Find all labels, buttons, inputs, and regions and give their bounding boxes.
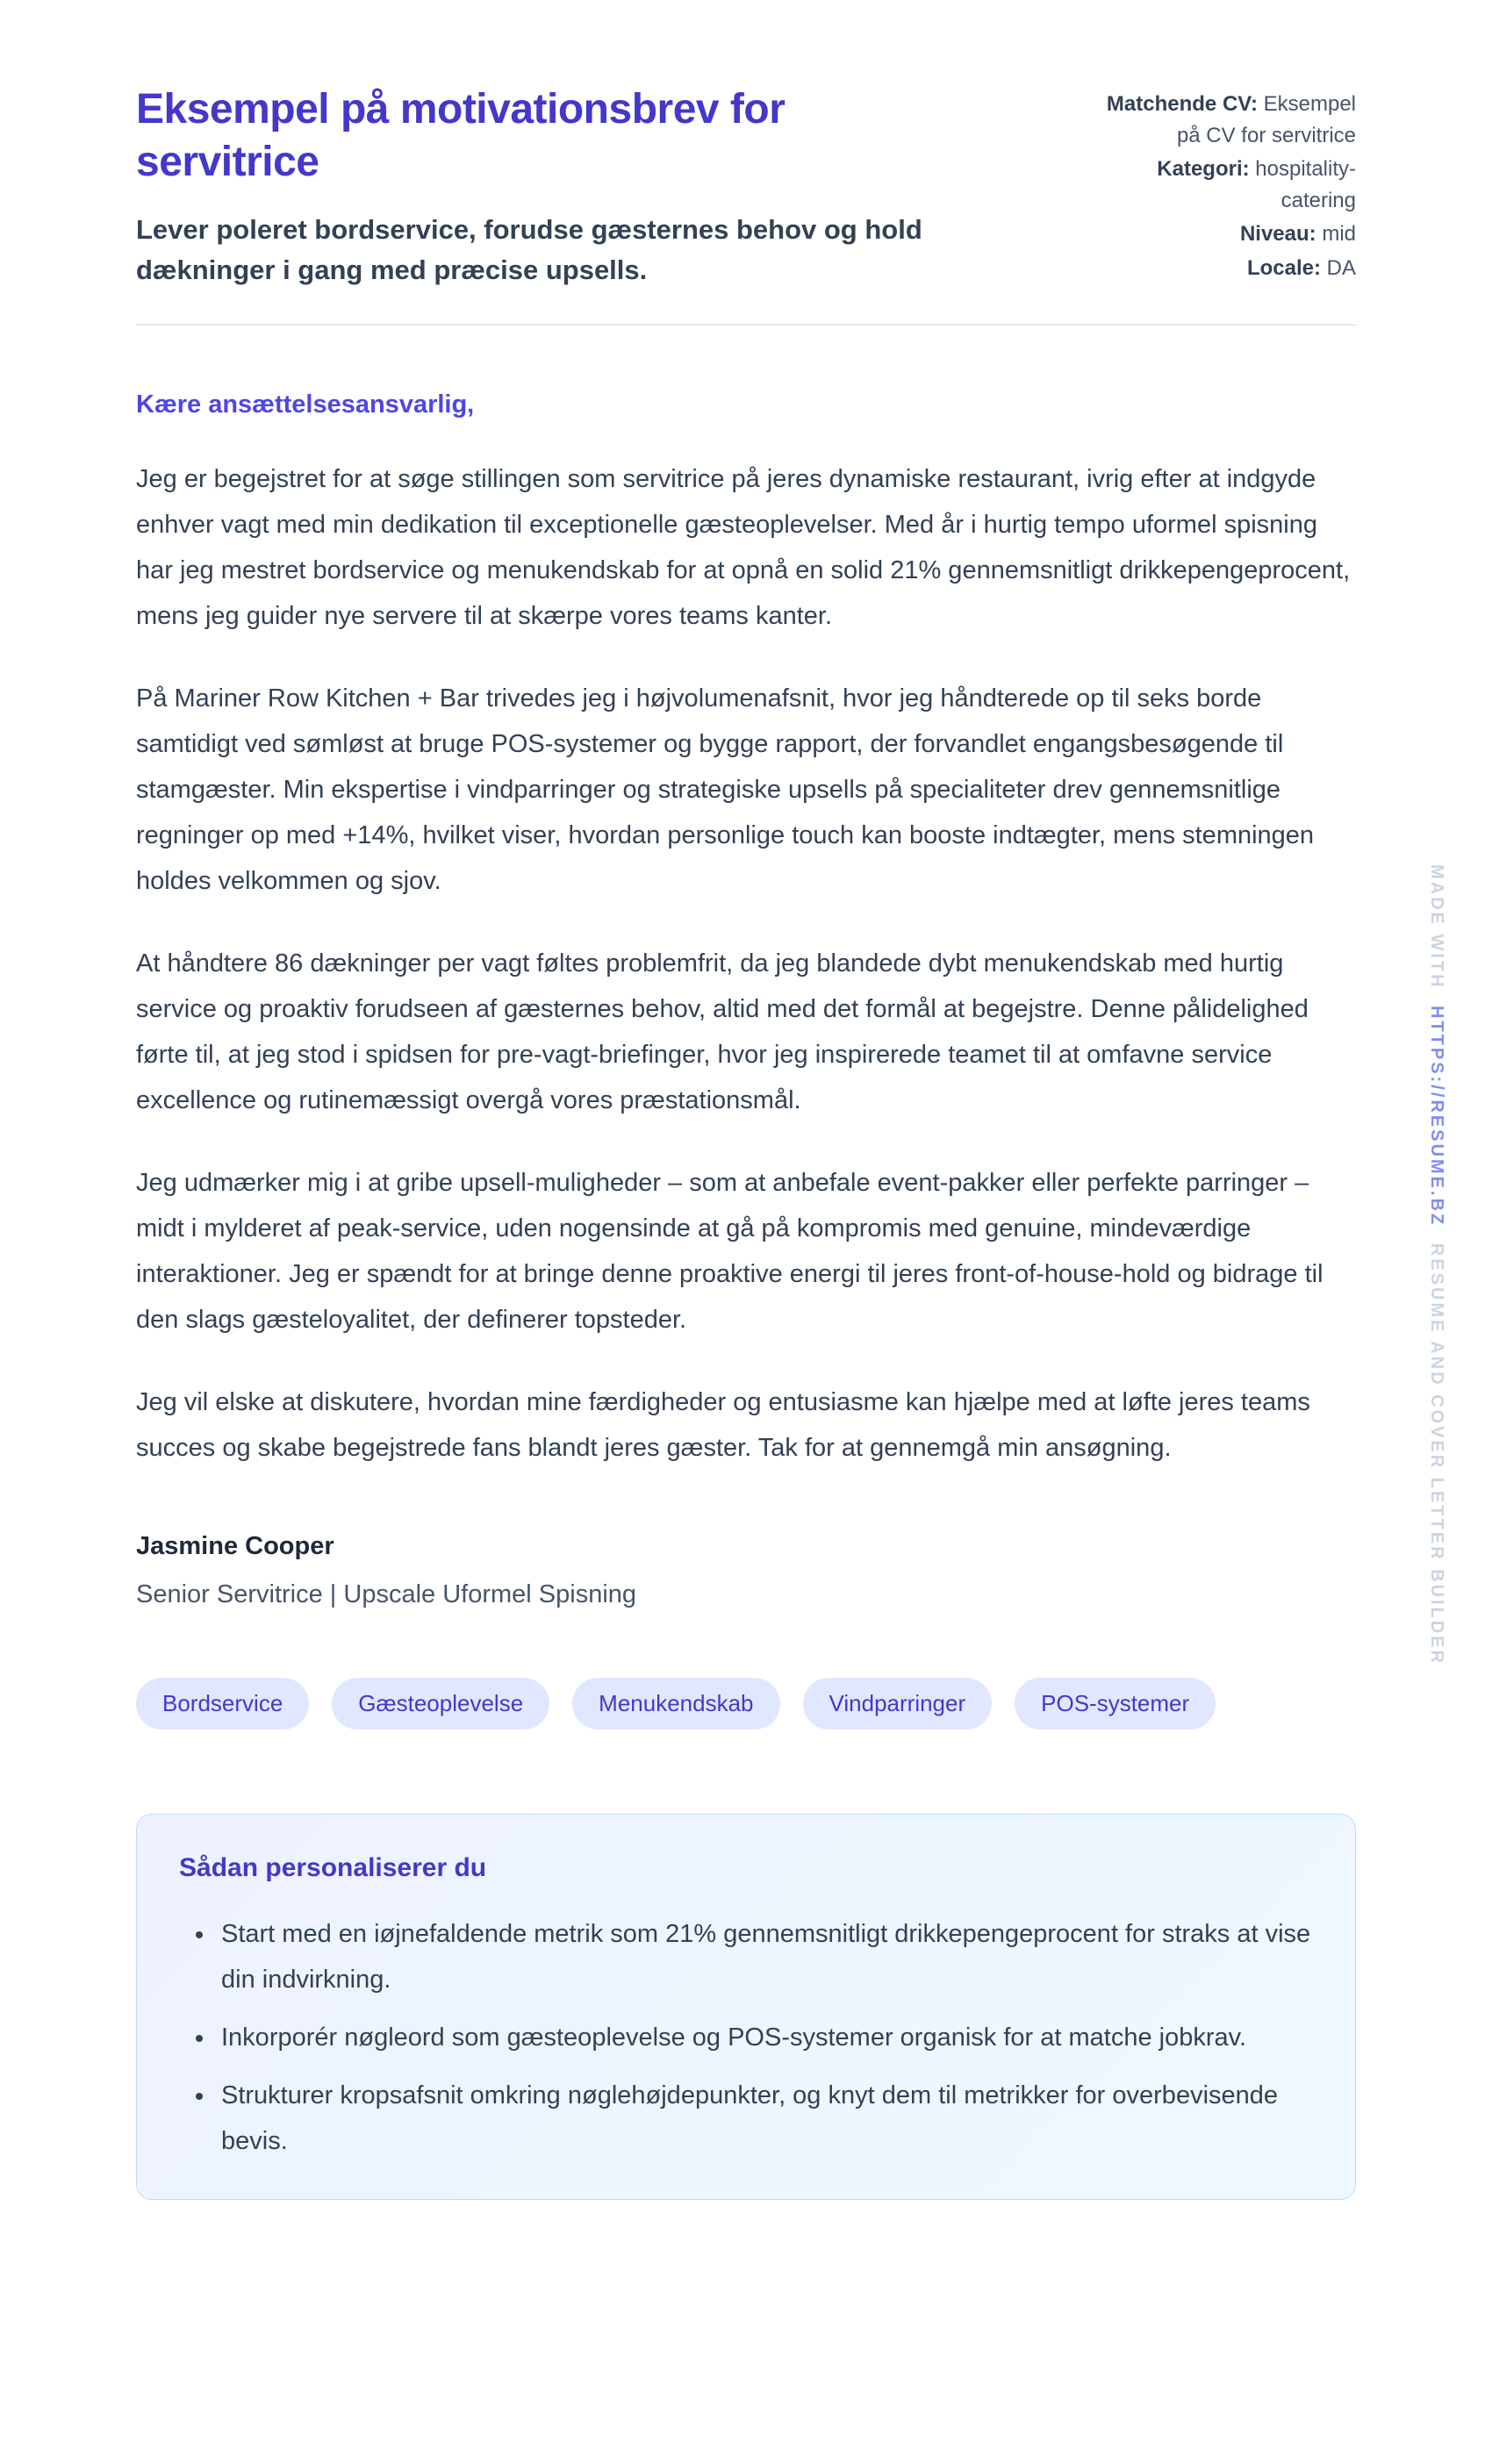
meta-category-label: Kategori: [1157,157,1250,182]
meta-locale-value: DA [1326,255,1356,280]
personalization-tips-box [136,1814,1356,2200]
tag-gaesteoplevelse: Gæsteoplevelse [332,1678,549,1730]
tips-list [179,1911,1313,2164]
tag-vindparringer: Vindparringer [803,1678,993,1730]
greeting: Kære ansættelsesansvarlig, [136,390,475,419]
paragraph-1: Jeg er begejstret for at søge stillingen som servitrice på jeres dynamiske restaurant, ivrig efter at indgyde enhver vagt med min dedikation til exceptionelle gæsteoplevelser. Med år i hurtig tempo uformel spisning har jeg mestret bordservice og menukendskab for at opnå en solid 21% gennemsnitligt drikkepengeprocent, mens jeg guider nye servere til at skærpe vores teams kanter. [136,464,1351,630]
meta-category-value: hospitality-catering [1255,157,1356,212]
page-subtitle: Lever poleret bordservice, forudse gæsternes behov og hold dækninger i gang med præcise upsells. [136,214,922,285]
page-title: Eksempel på motivationsbrev for servitrice [136,86,785,185]
watermark-made-with: MADE WITH [1427,864,1446,990]
meta-matching-cv-label: Matchende CV: [1106,92,1258,116]
meta-level-label: Niveau: [1239,222,1316,247]
tag-bordservice: Bordservice [136,1678,309,1730]
meta-level-value: mid [1322,222,1356,247]
letter-body [136,390,1356,1609]
paragraph-3: At håndtere 86 dækninger per vagt føltes problemfrit, da jeg blandede dybt menukendskab med hurtig service og proaktiv forudseen af gæsternes behov, altid med det formål at begejstre. Denne pålidelighed førte til, at jeg stod i spidsen for pre-vagt-briefinger, hvor jeg inspirerede teamet til at omfavne service excellence og rutinemæssigt overgå vores præstationsmål. [136,949,1309,1114]
meta-level [1082,218,1356,250]
header [136,83,1356,290]
tag-pos-systemer: POS-systemer [1015,1678,1216,1730]
tip-item-1: • Start med en iøjnefaldende metrik som 21% gennemsnitligt drikkepengeprocent for straks at vise din indvirkning. [216,1911,1313,2002]
signature-name: Jasmine Cooper [136,1531,334,1560]
paragraph-5: Jeg vil elske at diskutere, hvordan mine færdigheder og entusiasme kan hjælpe med at løfte jeres teams succes og skabe begejstrede fans blandt jeres gæster. Tak for at gennemgå min ansøgning. [136,1387,1310,1462]
signature-title: Senior Servitrice | Upscale Uformel Spisning [136,1579,637,1608]
paragraph-2: På Mariner Row Kitchen + Bar trivedes jeg i højvolumenafsnit, hvor jeg håndterede op til seks borde samtidigt ved sømløst at bruge POS-systemer og bygge rapport, der forvandlet engangsbesøgende til stamgæster. Min ekspertise i vindparringer og strategiske upsells på specialiteter drev gennemsnitlige regninger op med +14%, hvilket viser, hvordan personlige touch kan booste indtægter, mens stemningen holdes velkommen og sjov. [136,684,1315,895]
paragraph-4: Jeg udmærker mig i at gribe upsell-muligheder – som at anbefale event-pakker eller perfekte parringer – midt i mylderet af peak-service, uden nogensinde at gå på kompromis med genuine, mindeværdige interaktioner. Jeg er spændt for at bringe denne proaktive energi til jeres front-of-house-hold og bidrage til den slags gæsteloyalitet, der definerer topsteder. [136,1168,1323,1334]
meta-locale [1082,253,1356,284]
tag-list [136,1678,1356,1730]
meta-locale-label: Locale: [1246,255,1321,280]
meta-category [1082,154,1356,216]
tip-item-3: • Strukturer kropsafsnit omkring nøglehøjdepunkter, og knyt dem til metrikker for overbevisende bevis. [216,2073,1313,2164]
header-divider [136,324,1356,326]
meta-block [1082,83,1356,286]
meta-matching-cv-value: Eksempel på CV for servitrice [1176,92,1356,147]
tag-menukendskab: Menukendskab [572,1678,779,1730]
watermark-tagline: RESUME AND COVER LETTER BUILDER [1427,1243,1446,1665]
tip-item-2: • Inkorporér nøgleord som gæsteoplevelse og POS-systemer organisk for at matche jobkrav. [216,2015,1313,2060]
meta-matching-cv [1082,89,1356,151]
watermark-link[interactable]: HTTPS://RESUME.BZ [1427,1006,1446,1228]
header-titles [136,83,1005,290]
tips-heading: Sådan personaliserer du [179,1852,487,1882]
watermark [1426,864,1446,1665]
